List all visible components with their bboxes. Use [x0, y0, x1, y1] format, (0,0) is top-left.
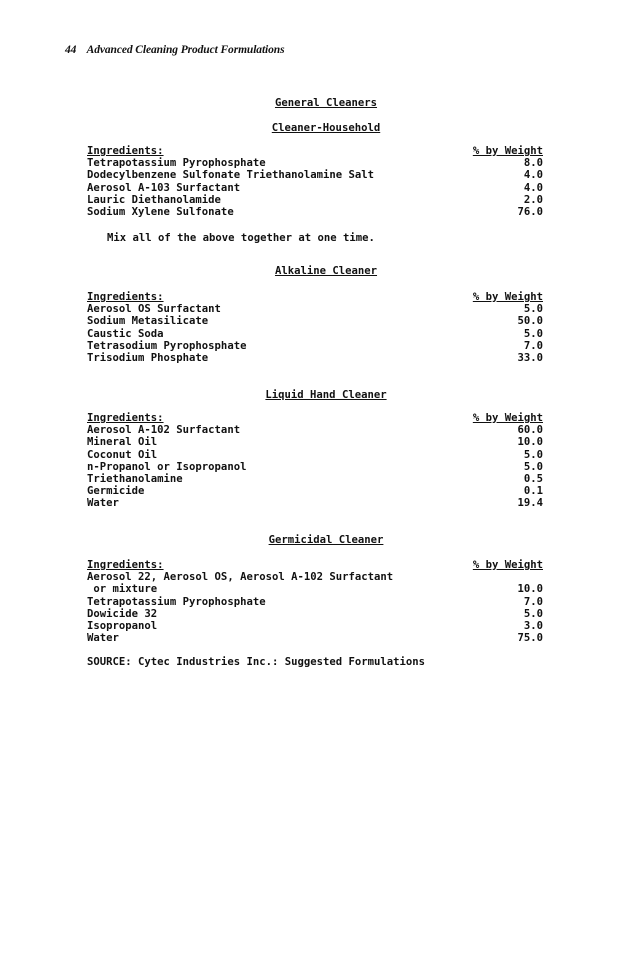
ingredient: Sodium Metasilicate — [87, 315, 209, 328]
weight: 19.4 — [517, 497, 543, 510]
ingredients-table-germicidal — [87, 559, 543, 644]
page-number: 44 — [65, 44, 77, 56]
table-row — [87, 571, 543, 583]
ingredient: Lauric Diethanolamide — [87, 193, 221, 206]
table-header — [87, 291, 543, 303]
table-row — [87, 169, 543, 181]
table-row — [87, 182, 543, 194]
col-ingredients: Ingredients: — [87, 145, 164, 157]
ingredient: Sodium Xylene Sulfonate — [87, 205, 234, 218]
ingredient: Dowicide 32 — [87, 607, 158, 620]
ingredient: n-Propanol or Isopropanol — [87, 460, 247, 473]
table-header — [87, 412, 543, 424]
table-row — [87, 620, 543, 632]
ingredient: Water — [87, 632, 119, 645]
weight — [483, 571, 543, 583]
weight: 10.0 — [517, 436, 543, 449]
weight: 5.0 — [523, 607, 543, 620]
weight: 33.0 — [517, 351, 543, 364]
weight: 5.0 — [523, 460, 543, 473]
formula-title-household: Cleaner-Household — [271, 122, 381, 134]
ingredient: Aerosol A-103 Surfactant — [87, 181, 241, 194]
table-row — [87, 340, 543, 352]
weight: 0.1 — [523, 485, 543, 498]
ingredient: or mixture — [87, 583, 158, 596]
weight: 7.0 — [523, 339, 543, 352]
table-row — [87, 436, 543, 448]
table-row — [87, 157, 543, 169]
table-row — [87, 303, 543, 315]
ingredient: Water — [87, 497, 119, 510]
weight: 4.0 — [523, 181, 543, 194]
table-header — [87, 145, 543, 157]
section-title: General Cleaners — [274, 97, 378, 109]
ingredient: Coconut Oil — [87, 448, 158, 461]
weight: 75.0 — [517, 632, 543, 645]
ingredient: Tetrapotassium Pyrophosphate — [87, 595, 266, 608]
formula-title-germicidal: Germicidal Cleaner — [268, 534, 384, 546]
weight: 5.0 — [523, 303, 543, 316]
ingredient: Germicide — [87, 485, 145, 498]
weight: 0.5 — [523, 472, 543, 485]
ingredient: Mineral Oil — [87, 436, 158, 449]
weight: 4.0 — [523, 169, 543, 182]
table-row — [87, 583, 543, 595]
table-row — [87, 596, 543, 608]
weight: 2.0 — [523, 193, 543, 206]
ingredients-table-household — [87, 145, 543, 218]
ingredient: Trisodium Phosphate — [87, 351, 209, 364]
col-ingredients: Ingredients: — [87, 559, 164, 571]
formula-title-alkaline: Alkaline Cleaner — [274, 265, 378, 277]
table-row — [87, 461, 543, 473]
formula-title-hand: Liquid Hand Cleaner — [265, 389, 387, 401]
table-row — [87, 352, 543, 364]
ingredient: Isopropanol — [87, 619, 158, 632]
page-header — [65, 44, 284, 56]
weight: 10.0 — [517, 583, 543, 596]
source-note: SOURCE: Cytec Industries Inc.: Suggested Formulations — [87, 656, 426, 668]
col-weight: % by Weight — [472, 559, 543, 571]
col-weight: % by Weight — [472, 145, 543, 157]
ingredient: Triethanolamine — [87, 472, 183, 485]
ingredient: Aerosol A-102 Surfactant — [87, 424, 241, 437]
weight: 50.0 — [517, 315, 543, 328]
table-row — [87, 194, 543, 206]
mix-note: Mix all of the above together at one time. — [107, 232, 375, 244]
col-weight: % by Weight — [472, 291, 543, 303]
table-row — [87, 315, 543, 327]
table-row — [87, 608, 543, 620]
col-weight: % by Weight — [472, 412, 543, 424]
ingredient: Aerosol OS Surfactant — [87, 303, 221, 316]
table-row — [87, 497, 543, 509]
ingredients-table-alkaline — [87, 291, 543, 364]
weight: 5.0 — [523, 327, 543, 340]
table-header — [87, 559, 543, 571]
weight: 76.0 — [517, 205, 543, 218]
weight: 3.0 — [523, 619, 543, 632]
ingredients-table-hand — [87, 412, 543, 510]
table-row — [87, 632, 543, 644]
table-row — [87, 206, 543, 218]
ingredient: Dodecylbenzene Sulfonate Triethanolamine Salt — [87, 169, 375, 182]
weight: 60.0 — [517, 424, 543, 437]
weight: 5.0 — [523, 448, 543, 461]
ingredient: Tetrasodium Pyrophosphate — [87, 339, 247, 352]
book-title: Advanced Cleaning Product Formulations — [86, 44, 285, 56]
table-row — [87, 424, 543, 436]
col-ingredients: Ingredients: — [87, 291, 164, 303]
ingredient: Aerosol 22, Aerosol OS, Aerosol A-102 Surfactant — [87, 571, 394, 584]
col-ingredients: Ingredients: — [87, 412, 164, 424]
weight: 8.0 — [523, 157, 543, 170]
table-row — [87, 485, 543, 497]
ingredient: Caustic Soda — [87, 327, 164, 340]
table-row — [87, 473, 543, 485]
table-row — [87, 328, 543, 340]
ingredient: Tetrapotassium Pyrophosphate — [87, 157, 266, 170]
table-row — [87, 449, 543, 461]
weight: 7.0 — [523, 595, 543, 608]
